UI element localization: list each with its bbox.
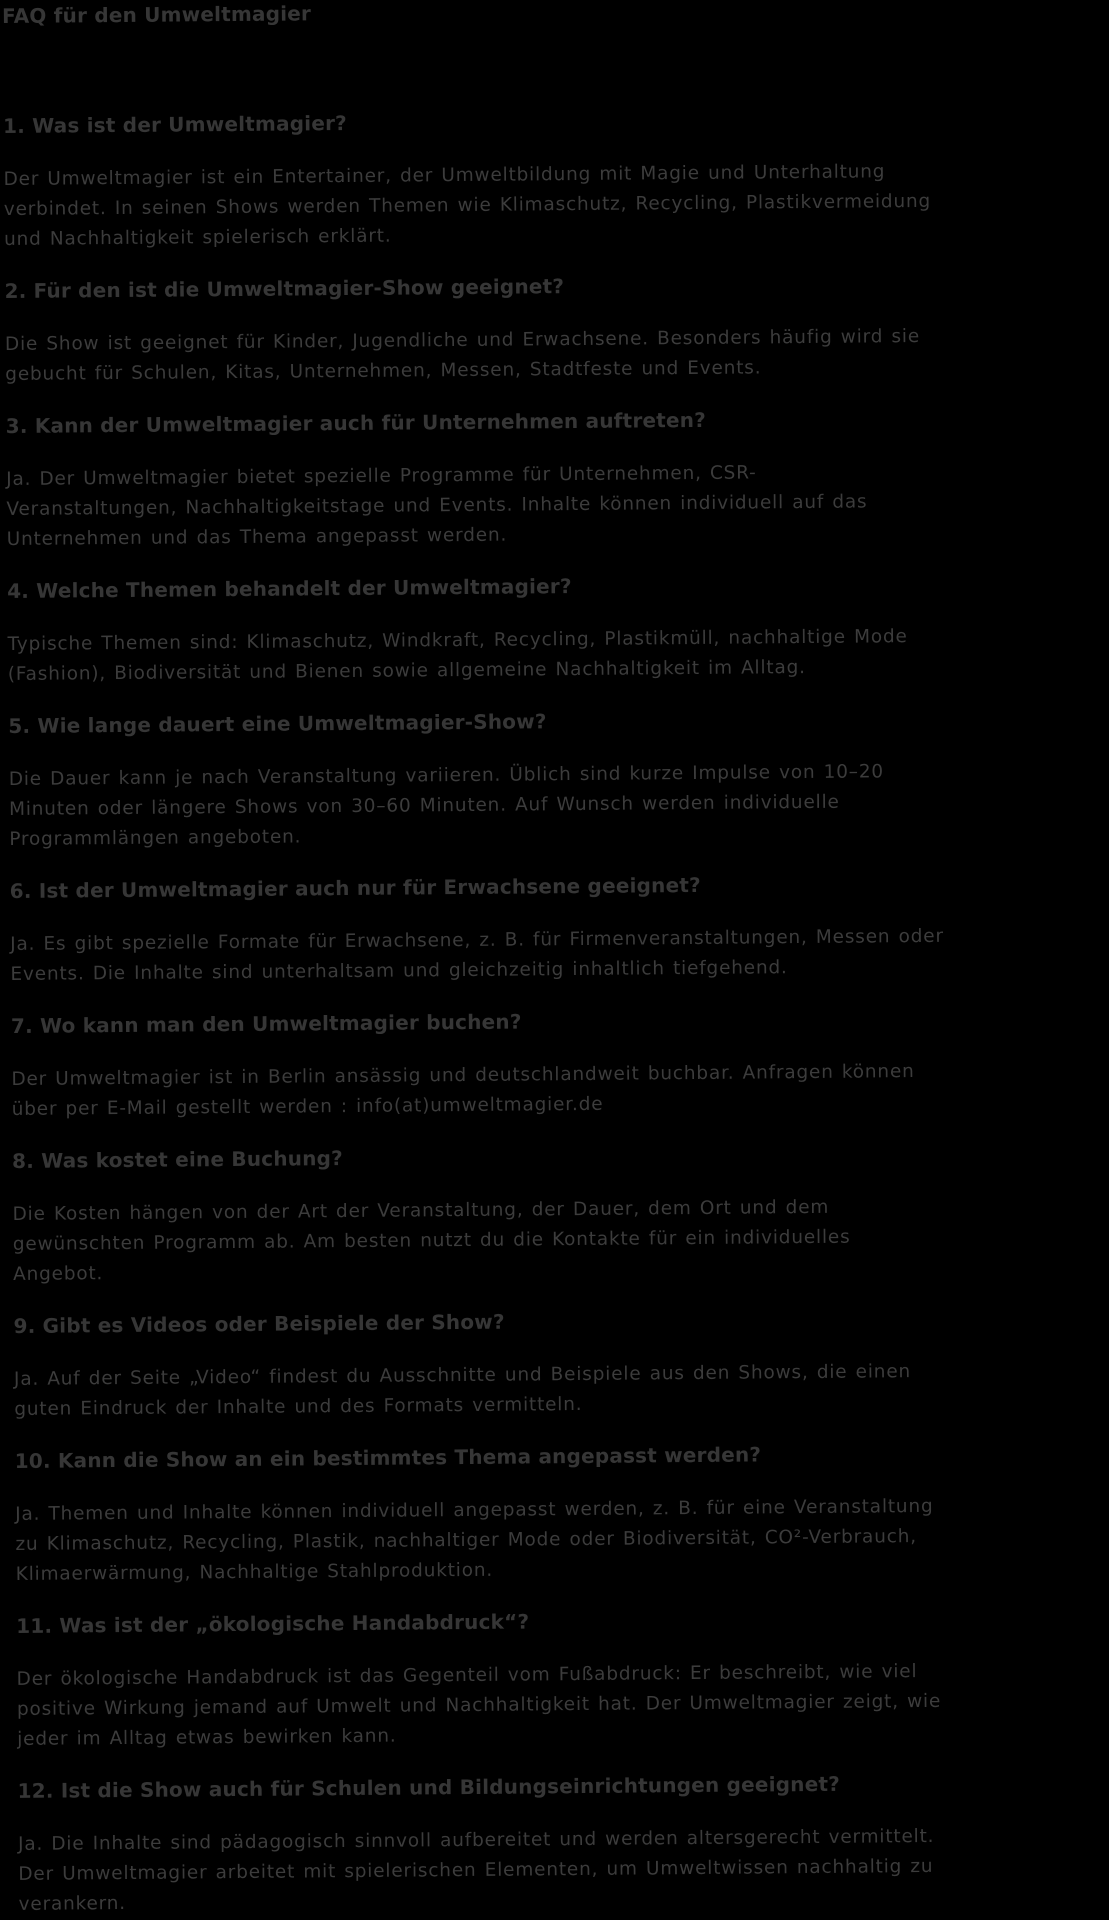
faq-question: 9. Gibt es Videos oder Beispiele der Show?: [13, 1309, 505, 1338]
faq-question: 7. Wo kann man den Umweltmagier buchen?: [10, 1009, 522, 1038]
faq-page: [2, 0, 1109, 1920]
faq-answer-line: Angebot.: [13, 1263, 104, 1285]
faq-question: 2. Für den ist die Umweltmagier-Show geeignet?: [4, 274, 565, 303]
faq-question: 10. Kann die Show an ein bestimmtes Thema angepasst werden?: [14, 1442, 762, 1473]
faq-section: [10, 866, 1109, 990]
faq-answer-line: verbindet. In seinen Shows werden Themen wie Klimaschutz, Recycling, Plastikvermeidung: [3, 190, 932, 220]
faq-question: 12. Ist die Show auch für Schulen und Bildungseinrichtungen geeignet?: [17, 1771, 841, 1803]
faq-answer-line: Die Dauer kann je nach Veranstaltung variieren. Üblich sind kurze Impulse von 10–20: [8, 761, 885, 790]
faq-answer: [10, 920, 1109, 990]
faq-answer: [18, 1820, 1109, 1920]
faq-answer: [6, 455, 1109, 555]
faq-answer-line: Die Kosten hängen von der Art der Veranstaltung, der Dauer, dem Ort und dem: [12, 1196, 830, 1225]
faq-answer-line: positive Wirkung jemand auf Umwelt und Nachhaltigkeit hat. Der Umweltmagier zeigt, wie: [16, 1690, 942, 1720]
faq-answer-line: über per E-Mail gestellt werden : info(at)umweltmagier.de: [11, 1093, 604, 1120]
faq-section: [3, 101, 1108, 255]
faq-list: [3, 101, 1109, 1920]
faq-answer: [12, 1190, 1109, 1290]
faq-answer-line: Typische Themen sind: Klimaschutz, Windkraft, Recycling, Plastikmüll, nachhaltige Mode: [7, 626, 908, 655]
faq-section: [17, 1766, 1109, 1920]
faq-answer: [3, 155, 1108, 255]
faq-answer-line: Der Umweltmagier arbeitet mit spielerischen Elementen, um Umweltwissen nachhaltig zu: [18, 1855, 934, 1885]
faq-answer-line: Klimaerwärmung, Nachhaltige Stahlproduktion.: [15, 1559, 494, 1585]
faq-question: 11. Was ist der „ökologische Handabdruck“?: [16, 1609, 530, 1638]
faq-question: 3. Kann der Umweltmagier auch für Unternehmen auftreten?: [5, 407, 707, 438]
faq-question: 1. Was ist der Umweltmagier?: [2, 110, 348, 138]
faq-question: 6. Ist der Umweltmagier auch nur für Erwachsene geeignet?: [9, 872, 701, 903]
faq-answer: [11, 1055, 1109, 1125]
faq-section: [13, 1301, 1109, 1425]
faq-question: 8. Was kostet eine Buchung?: [12, 1146, 344, 1173]
page-title: FAQ für den Umweltmagier: [2, 1, 312, 28]
faq-answer-line: jeder im Alltag etwas bewirken kann.: [17, 1725, 397, 1750]
faq-answer-line: Der ökologische Handabdruck ist das Gegenteil vom Fußabdruck: Er beschreibt, wie viel: [16, 1661, 918, 1690]
faq-answer-line: und Nachhaltigkeit spielerisch erklärt.: [3, 225, 392, 250]
faq-answer-line: gewünschten Programm ab. Am besten nutzt du die Kontakte für ein individuelles: [12, 1226, 851, 1255]
faq-answer: [7, 620, 1109, 690]
faq-answer-line: Minuten oder längere Shows von 30–60 Minuten. Auf Wunsch werden individuelle: [8, 791, 840, 820]
faq-answer-line: Ja. Themen und Inhalte können individuell angepasst werden, z. B. für eine Veranstaltung: [15, 1495, 934, 1525]
faq-answer-line: Ja. Die Inhalte sind pädagogisch sinnvoll aufbereitet und werden altersgerecht vermittelt.: [17, 1825, 935, 1855]
faq-answer-line: Ja. Es gibt spezielle Formate für Erwachsene, z. B. für Firmenveranstaltungen, Messen oder: [10, 925, 944, 955]
faq-answer-line: Der Umweltmagier ist in Berlin ansässig und deutschlandweit buchbar. Anfragen können: [11, 1061, 915, 1090]
faq-answer-line: Die Show ist geeignet für Kinder, Jugendliche und Erwachsene. Besonders häufig wird sie: [4, 326, 921, 355]
faq-section: [8, 701, 1109, 855]
faq-answer-line: Der Umweltmagier ist ein Entertainer, der Umweltbildung mit Magie und Unterhaltung: [3, 161, 886, 190]
faq-answer-line: Events. Die Inhalte sind unterhaltsam und gleichzeitig inhaltlich tiefgehend.: [10, 957, 788, 985]
faq-section: [16, 1601, 1109, 1755]
faq-answer-line: zu Klimaschutz, Recycling, Plastik, nachhaltiger Mode oder Biodiversität, CO²-Verbrauch,: [15, 1526, 917, 1555]
faq-answer-line: Ja. Der Umweltmagier bietet spezielle Programme für Unternehmen, CSR-: [6, 462, 757, 490]
faq-answer-line: Unternehmen und das Thema angepasst werden.: [6, 524, 508, 550]
faq-answer-line: Veranstaltungen, Nachhaltigkeitstage und Events. Inhalte können individuell auf das: [6, 491, 868, 520]
faq-section: [15, 1436, 1109, 1590]
faq-question: 4. Welche Themen behandelt der Umweltmagier?: [7, 574, 572, 603]
faq-section: [12, 1136, 1109, 1290]
faq-answer: [9, 755, 1109, 855]
faq-answer-line: gebucht für Schulen, Kitas, Unternehmen, Messen, Stadtfeste und Events.: [5, 357, 762, 385]
faq-answer: [5, 320, 1109, 390]
faq-section: [6, 401, 1109, 555]
faq-answer-line: verankern.: [18, 1892, 127, 1915]
faq-answer-line: guten Eindruck der Inhalte und des Formats vermitteln.: [14, 1393, 583, 1420]
faq-answer-line: Ja. Auf der Seite „Video“ findest du Ausschnitte und Beispiele aus den Shows, die einen: [13, 1361, 912, 1390]
faq-answer-line: (Fashion), Biodiversität und Bienen sowie allgemeine Nachhaltigkeit im Alltag.: [7, 657, 806, 685]
faq-answer-line: Programmlängen angeboten.: [9, 826, 302, 850]
faq-answer: [15, 1490, 1109, 1590]
faq-answer: [17, 1655, 1109, 1755]
faq-section: [4, 266, 1109, 390]
faq-question: 5. Wie lange dauert eine Umweltmagier-Show?: [8, 709, 547, 738]
faq-section: [11, 1001, 1109, 1125]
faq-section: [7, 566, 1109, 690]
faq-answer: [14, 1355, 1109, 1425]
